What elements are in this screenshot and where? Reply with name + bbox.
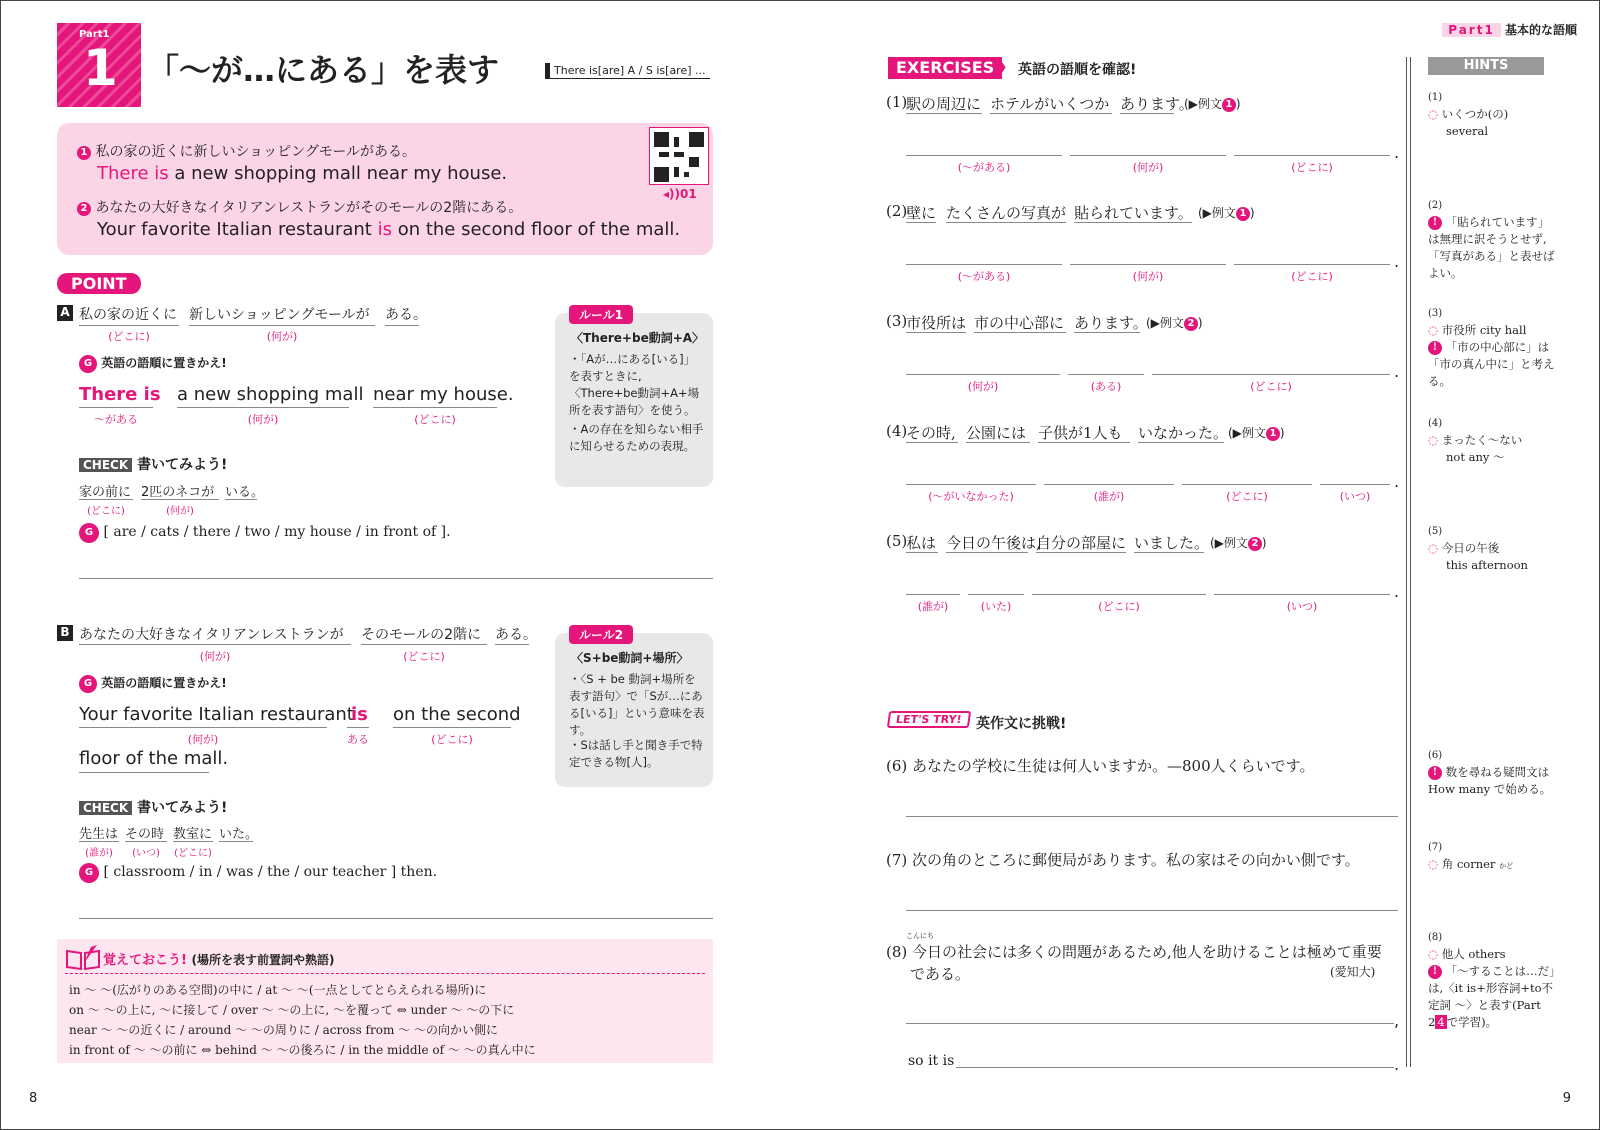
rule2-bullet-2: ・Sは話し手と聞き手で特定できる物[人]。	[569, 738, 703, 769]
q4-p4: いなかった。	[1138, 424, 1229, 442]
a-en-1: There is	[79, 384, 161, 405]
q3-blank-2[interactable]	[1068, 374, 1144, 375]
q2-blank-3[interactable]	[1234, 264, 1390, 265]
part-label: Part1	[79, 29, 110, 40]
reorder-icon: G	[79, 675, 97, 693]
q4-p3: 子供が1人も	[1038, 424, 1123, 442]
q5-label-2: (いた)	[980, 600, 1012, 613]
q2-p1: 壁に	[906, 204, 937, 222]
a-label-1: (どこに)	[108, 330, 150, 343]
b-check-4: いた。	[219, 827, 259, 842]
hint-bubble-icon: ◌	[1428, 107, 1439, 121]
part-box	[57, 23, 141, 107]
q5-p1: 私は	[906, 534, 937, 552]
a-en-label-3: (どこに)	[414, 413, 456, 426]
a-check-2: 2匹のネコが	[141, 485, 215, 500]
a-phrase-3: ある。	[385, 307, 427, 323]
memo-line-1: in 〜 〜(広がりのある空間)の中に / at 〜 〜(一点としてとらえられる場所)に	[69, 983, 487, 997]
memo-line-2: on 〜 〜の上に, 〜に接して / over 〜 〜の上に, 〜を覆って ⇔ under 〜 〜の下に	[69, 1003, 515, 1017]
hint-bubble-icon: ◌	[1428, 323, 1439, 337]
page-number-left: 8	[29, 1091, 38, 1106]
q4-label-3: (どこに)	[1226, 490, 1268, 503]
q4-blank-4[interactable]	[1320, 484, 1390, 485]
rule1-tag: ルール1	[569, 305, 633, 324]
reorder-icon: G	[79, 863, 99, 883]
reorder-icon: G	[79, 355, 97, 373]
q1-blank-1[interactable]	[906, 155, 1062, 156]
hint-4: (4) ◌ まったく〜ない not any 〜	[1428, 418, 1523, 464]
q1-blank-2[interactable]	[1070, 155, 1226, 156]
q6-text: (6) あなたの学校に生徒は何人いますか。—800人くらいです。	[886, 757, 1315, 775]
rule1-box	[555, 308, 713, 487]
hint-bubble-icon: ◌	[1428, 857, 1439, 871]
q1-ref: (▶例文 1 )	[1184, 97, 1241, 111]
q1-label-3: (どこに)	[1291, 161, 1333, 174]
q4-label-4: (いつ)	[1339, 490, 1371, 503]
b-check-1: 先生は	[79, 827, 119, 842]
q2-blank-2[interactable]	[1070, 264, 1226, 265]
memo-line-4: in front of 〜 〜の前に ⇔ behind 〜 〜の後ろに / in the middle of 〜 〜の真ん中に	[69, 1043, 536, 1057]
ex1-jp: 1 私の家の近くに新しいショッピングモールがある。	[77, 141, 416, 161]
section-a-letter: A	[57, 305, 73, 321]
b-check: CHECK 書いてみよう!	[79, 797, 227, 817]
q5-num: (5)	[886, 532, 908, 550]
q3-blank-3[interactable]	[1152, 374, 1390, 375]
a-reorder: G 英語の語順に置きかえ!	[79, 354, 227, 373]
hints-header: HINTS	[1428, 57, 1544, 75]
b-label-2: (どこに)	[403, 650, 445, 663]
q1-p1: 駅の周辺に	[906, 95, 982, 113]
a-words: G [ are / cats / there / two / my house / in front of ].	[79, 523, 451, 543]
q4-ref: (▶例文 1 )	[1228, 426, 1285, 440]
q4-num: (4)	[886, 422, 908, 440]
q1-num: (1)	[886, 93, 908, 111]
b-en-label-2: ある	[347, 733, 369, 746]
hint-2: (2) ! 「貼られています」は無理に訳そうとせず,「写真がある」と表せばよい。	[1428, 200, 1555, 280]
a-check: CHECK 書いてみよう!	[79, 454, 227, 474]
hint-1: (1) ◌ いくつか(の) several	[1428, 92, 1509, 138]
a-check-label-1: (どこに)	[87, 506, 125, 517]
q1-label-1: (〜がある)	[957, 161, 1011, 174]
b-check-label-3: (どこに)	[174, 848, 212, 859]
q2-label-2: (何が)	[1132, 270, 1164, 283]
q3-label-1: (何が)	[967, 380, 999, 393]
q5-blank-4[interactable]	[1214, 594, 1390, 595]
ex2-jp: 2 あなたの大好きなイタリアンレストランがそのモールの2階にある。	[77, 197, 522, 217]
q2-num: (2)	[886, 202, 908, 220]
alert-icon: !	[1428, 216, 1442, 230]
ex2-en: Your favorite Italian restaurant is on the second floor of the mall.	[97, 219, 681, 240]
q8-text-2: である。	[910, 965, 971, 983]
a-check-1: 家の前に	[79, 485, 132, 500]
q2-label-3: (どこに)	[1291, 270, 1333, 283]
q8-so-it-is: so it is	[908, 1053, 955, 1069]
q5-label-1: (誰が)	[917, 600, 949, 613]
q5-p2: 今日の午後は,	[946, 534, 1041, 552]
q1-p2: ホテルがいくつか	[990, 95, 1110, 113]
hint-6: (6) ! 数を尋ねる疑問文は How many で始める。	[1428, 750, 1552, 796]
hint-bubble-icon: ◌	[1428, 433, 1439, 447]
a-phrase-1: 私の家の近くに	[79, 307, 177, 323]
q5-ref: (▶例文 2 )	[1210, 536, 1267, 550]
q8-source: (愛知大)	[1330, 965, 1376, 979]
point-badge: POINT	[57, 273, 141, 294]
q3-p3: あります。	[1074, 314, 1148, 332]
q6-answer-line[interactable]	[906, 816, 1398, 817]
b-check-2: その時	[125, 827, 165, 842]
q5-blank-1[interactable]	[906, 594, 960, 595]
running-header: Part1 基本的な語順	[1442, 21, 1577, 38]
q4-p2: 公園には	[966, 424, 1027, 442]
right-page: Part1 基本的な語順 EXERCISES ❯ 英語の語順を確認! (1) 駅の周辺に ホテルがいくつか あります。 (▶例文 1 ) . (〜がある) (何が) (どこに) (2) 壁に たくさんの写真が 貼られています。 (▶例文 1 ) . (〜がある) (何が) (どこに) (3) 市役所は 市の中心部に あります。 (▶例文 2 ) . (何が) (ある) (どこに) (4) その時, 公園には 子供が1人も いなかった。 (▶例文 1 ) . (〜がいなかった) (誰が) (どこに) (いつ) (5) 私は 今日の午後は, 自分の部屋に いました。 (▶例文 2 ) . (誰が) (いた) (どこに) (いつ) LET'S TRY! 英作文に挑戦! (6) あなたの学校に生徒は何人いますか。—800人くらいです。 (7) 次の角のところに郵便局があります。私の家はその向かい側です。 こんにち (8) 今日の社会には多くの問題があるため,他人を助けることは極めて重要 である。 (愛知大) , so it is . HINTS (1) ◌ いくつか(の) several (2) ! 「貼られています」は無理に訳そうとせず,「写真がある」と表せばよい。 (3) ◌ 市役所 city hall ! 「市の中心部に」は「市の真ん中に」と考える。 (4) ◌ まったく〜ない not any 〜 (5) ◌ 今日の午後 this afternoon (6) ! 数を尋ねる疑問文は How many で始める。 (7) ◌ 角 corner かど (8) ◌ 他人 others ! 「〜することは…だ」は,〈it is+形容詞+to不定詞 〜〉と表す(Part 2 4 で学習)。 9	[800, 0, 1600, 1130]
alert-icon: !	[1428, 766, 1442, 780]
b-en-4: floor of the mall.	[79, 748, 229, 769]
rule1-bullet-1: ・「Aが…にある[いる]」を表すときに,〈There+be動詞+A+場所を表す語句〉を使う。	[569, 352, 700, 417]
b-phrase-1: あなたの大好きなイタリアンレストランが	[79, 627, 344, 643]
rule1-title: 〈There+be動詞+A〉	[571, 331, 705, 345]
b-phrase-2: そのモールの2階に	[361, 627, 482, 643]
q2-label-1: (〜がある)	[957, 270, 1011, 283]
a-check-label-2: (何が)	[166, 506, 194, 517]
a-en-2: a new shopping mall	[177, 384, 364, 405]
b-check-label-2: (いつ)	[132, 848, 160, 859]
lets-try-badge: LET'S TRY!	[887, 711, 971, 728]
b-check-label-1: (誰が)	[85, 848, 113, 859]
b-label-1: (何が)	[199, 650, 231, 663]
part-number: 1	[83, 39, 118, 97]
q1-label-2: (何が)	[1132, 161, 1164, 174]
a-en-3: near my house.	[373, 384, 514, 405]
a-check-3: いる。	[225, 485, 265, 500]
q3-num: (3)	[886, 312, 908, 330]
q4-blank-2[interactable]	[1044, 484, 1174, 485]
hint-8: (8) ◌ 他人 others ! 「〜することは…だ」は,〈it is+形容詞+to不定詞 〜〉と表す(Part 2 4 で学習)。	[1428, 932, 1555, 1029]
q2-ref: (▶例文 1 )	[1198, 206, 1255, 220]
q5-blank-2[interactable]	[968, 594, 1024, 595]
alert-icon: !	[1428, 341, 1442, 355]
arrow-icon: ❯	[993, 56, 1009, 77]
b-reorder: G 英語の語順に置きかえ!	[79, 674, 227, 693]
q2-p2: たくさんの写真が	[946, 204, 1067, 222]
memo-line-3: near 〜 〜の近くに / around 〜 〜の周りに / across from 〜 〜の向かい側に	[69, 1023, 498, 1037]
b-en-label-1: (何が)	[187, 733, 219, 746]
exercises-title: 英語の語順を確認!	[1018, 62, 1137, 78]
q3-p1: 市役所は	[906, 314, 967, 332]
alert-icon: !	[1428, 965, 1442, 979]
page-number-right: 9	[1562, 1091, 1571, 1106]
a-en-label-2: (何が)	[247, 413, 279, 426]
q3-p2: 市の中心部に	[974, 314, 1065, 332]
hint-bubble-icon: ◌	[1428, 947, 1439, 961]
q5-p3: 自分の部屋に	[1036, 534, 1127, 552]
q7-answer-line[interactable]	[906, 910, 1398, 911]
q4-blank-1[interactable]	[906, 484, 1036, 485]
q2-p3: 貼られています。	[1074, 204, 1193, 222]
b-phrase-3: ある。	[495, 627, 537, 643]
title-tag: There is[are] A / S is[are] ...	[545, 63, 710, 79]
book-icon	[65, 945, 101, 969]
q1-p3: あります。	[1120, 95, 1194, 113]
rule2-title: 〈S+be動詞+場所〉	[571, 651, 689, 665]
b-words: G [ classroom / in / was / the / our teacher ] then.	[79, 863, 437, 883]
q3-ref: (▶例文 2 )	[1146, 316, 1203, 330]
rule2-bullet-1: ・〈S + be 動詞+場所を表す語句〉で「Sが…にある[いる]」という意味を表す。	[569, 672, 705, 737]
hint-5: (5) ◌ 今日の午後 this afternoon	[1428, 526, 1528, 572]
q4-label-2: (誰が)	[1093, 490, 1125, 503]
page-title: 「〜が…にある」を表す	[147, 51, 500, 89]
b-en-label-3: (どこに)	[431, 733, 473, 746]
qr-code[interactable]	[649, 127, 709, 185]
q8-answer-line-1[interactable]	[906, 1023, 1394, 1024]
a-label-2: (何が)	[266, 330, 298, 343]
q4-label-1: (〜がいなかった)	[928, 490, 1014, 503]
hint-bubble-icon: ◌	[1428, 541, 1439, 555]
q5-label-4: (いつ)	[1286, 600, 1318, 613]
q2-blank-1[interactable]	[906, 264, 1062, 265]
q1-blank-3[interactable]	[1234, 155, 1390, 156]
q3-label-3: (どこに)	[1250, 380, 1292, 393]
b-en-3: on the second	[393, 704, 521, 725]
q3-label-2: (ある)	[1090, 380, 1122, 393]
a-answer-line[interactable]	[79, 578, 713, 579]
q5-label-3: (どこに)	[1098, 600, 1140, 613]
q5-blank-3[interactable]	[1032, 594, 1206, 595]
q8-ruby: こんにち	[906, 932, 934, 940]
q7-text: (7) 次の角のところに郵便局があります。私の家はその向かい側です。	[886, 851, 1360, 869]
reorder-icon: G	[79, 523, 99, 543]
a-en-label-1: 〜がある	[94, 413, 138, 426]
hint-7: (7) ◌ 角 corner かど	[1428, 842, 1514, 871]
q3-blank-1[interactable]	[906, 374, 1060, 375]
rule2-box	[555, 628, 713, 787]
example-box	[57, 123, 713, 255]
q4-p1: その時,	[906, 424, 956, 442]
b-answer-line[interactable]	[79, 918, 713, 919]
rule2-tag: ルール2	[569, 625, 633, 644]
ex1-en: There is a new shopping mall near my house.	[97, 163, 508, 184]
memo-box	[57, 939, 713, 1063]
b-check-3: 教室に	[173, 827, 213, 842]
rule1-bullet-2: ・Aの存在を知らない相手に知らせるための表現。	[569, 422, 704, 453]
section-b-letter: B	[57, 625, 73, 641]
a-phrase-2: 新しいショッピングモールが	[189, 307, 370, 323]
q8-answer-line-2[interactable]	[956, 1067, 1394, 1068]
q5-p4: いました。	[1134, 534, 1210, 552]
q8-text-1: (8) 今日の社会には多くの問題があるため,他人を助けることは極めて重要	[886, 943, 1382, 961]
exercises-badge: EXERCISES	[888, 57, 1002, 79]
audio-icon[interactable]: ◂))01	[663, 187, 697, 201]
q4-blank-3[interactable]	[1182, 484, 1312, 485]
memo-title: 覚えておこう! (場所を表す前置詞や熟語)	[103, 953, 335, 968]
hint-3: (3) ◌ 市役所 city hall ! 「市の中心部に」は「市の真ん中に」と考える。	[1428, 308, 1555, 388]
lets-try-title: 英作文に挑戦!	[976, 716, 1067, 732]
b-en-2: is	[351, 704, 368, 725]
b-en-1: Your favorite Italian restaurant	[79, 704, 354, 725]
